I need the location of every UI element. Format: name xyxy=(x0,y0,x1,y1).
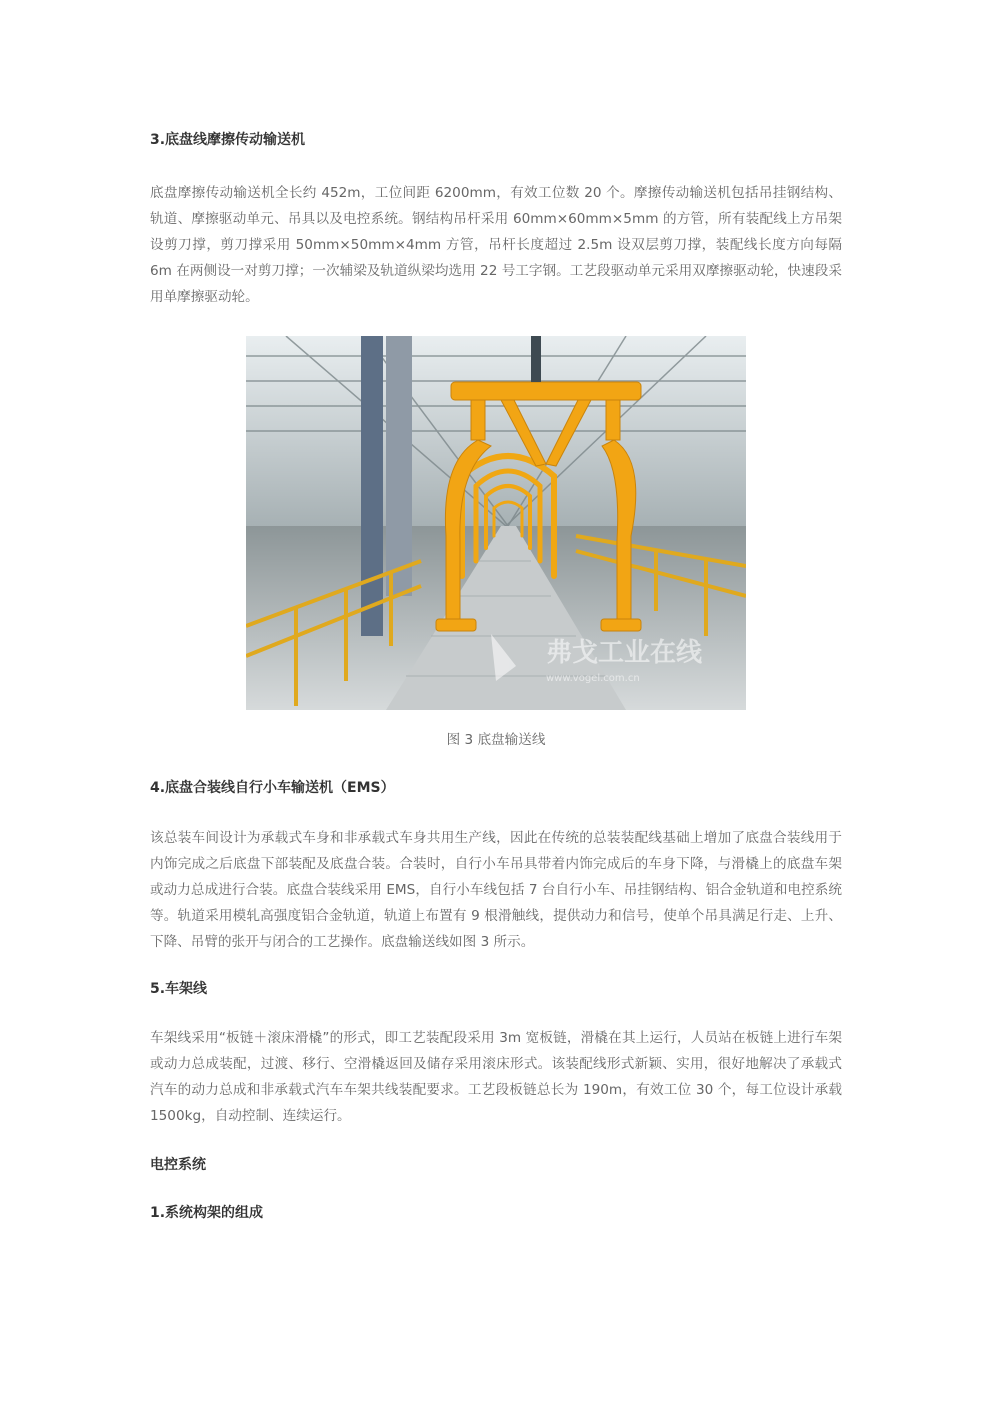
section-4-heading: 4.底盘合装线自行小车输送机（EMS） xyxy=(150,780,395,796)
section-3-heading: 3.底盘线摩擦传动输送机 xyxy=(150,132,306,148)
section-3-paragraph: 底盘摩擦传动输送机全长约 452m，工位间距 6200mm，有效工位数 20 个。摩擦传动输送机包括吊挂钢结构、轨道、摩擦驱动单元、吊具以及电控系统。钢结构吊杆采用 60mm×60mm×5mm 的方管，所有装配线上方吊架设剪刀撑，剪刀撑采用 50mm×50mm×4mm 方管，吊杆长度超过 2.5m 设双层剪刀撑，装配线长度方向每隔 6m 在两侧设一对剪刀撑；一次辅梁及轨道纵梁均选用 22 号工字钢。工艺段驱动单元采用双摩擦驱动轮，快速段采用单摩擦驱动轮。 xyxy=(150,185,842,305)
electric-control-heading: 电控系统 xyxy=(150,1157,206,1173)
chassis-conveyor-photo xyxy=(246,336,746,710)
figure-caption: 图 3 底盘输送线 xyxy=(446,732,546,748)
section-5-heading: 5.车架线 xyxy=(150,981,208,997)
figure-3 xyxy=(150,336,842,752)
document-page xyxy=(150,128,842,1225)
section-5-paragraph: 车架线采用“板链＋滚床滑橇”的形式，即工艺装配段采用 3m 宽板链，滑橇在其上运行，人员站在板链上进行车架或动力总成装配，过渡、移行、空滑橇返回及储存采用滚床形式。该装配线形式新颖、实用，很好地解决了承载式汽车的动力总成和非承载式汽车车架共线装配要求。工艺段板链总长为 190m，有效工位 30 个，每工位设计承载 1500kg，自动控制、连续运行。 xyxy=(150,1030,842,1124)
watermark-text: 弗戈工业在线 xyxy=(546,638,703,668)
section-4-paragraph: 该总装车间设计为承载式车身和非承载式车身共用生产线，因此在传统的总装装配线基础上增加了底盘合装线用于内饰完成之后底盘下部装配及底盘合装。合装时，自行小车吊具带着内饰完成后的车身下降，与滑橇上的底盘车架或动力总成进行合装。底盘合装线采用 EMS，自行小车线包括 7 台自行小车、吊挂钢结构、铝合金轨道和电控系统等。轨道采用模轧高强度铝合金轨道，轨道上布置有 9 根滑触线，提供动力和信号，使单个吊具满足行走、上升、下降、吊臂的张开与闭合的工艺操作。底盘输送线如图 3 所示。 xyxy=(150,830,842,950)
watermark-url: www.vogel.com.cn xyxy=(546,673,640,684)
system-architecture-heading: 1.系统构架的组成 xyxy=(150,1205,264,1221)
